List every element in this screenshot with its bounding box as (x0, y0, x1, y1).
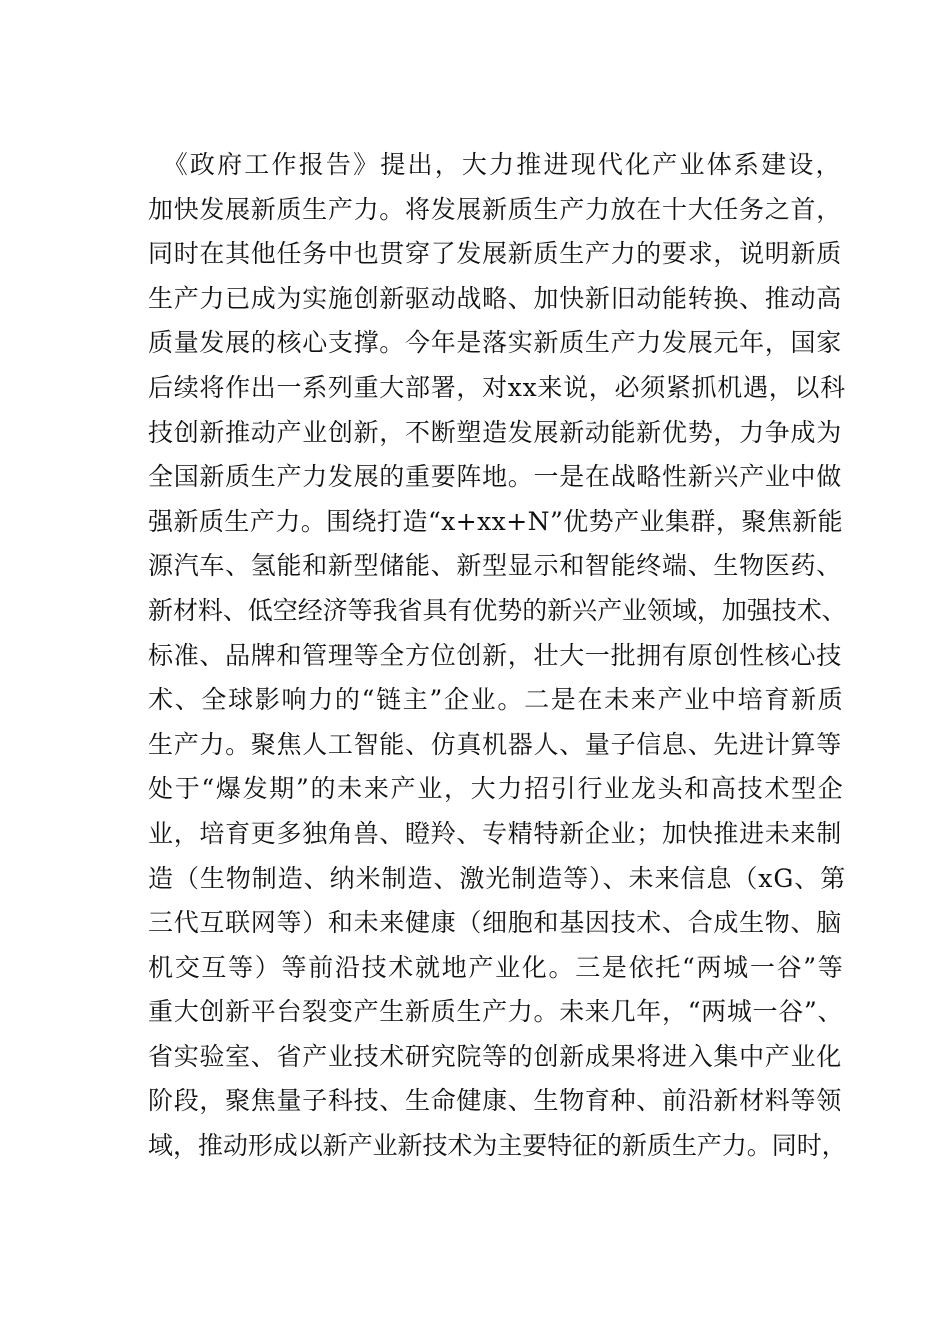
text-line: 三代互联网等）和未来健康（细胞和基因技术、合成生物、脑 (148, 908, 842, 938)
text-line: 《政府工作报告》提出，大力推进现代化产业体系建设， (148, 150, 843, 179)
text-line: 强新质生产力。围绕打造“x+xx+N”优势产业集群，聚焦新能 (148, 506, 844, 536)
text-line: 质量发展的核心支撑。今年是落实新质生产力发展元年，国家 (148, 328, 842, 358)
text-line: 机交互等）等前沿技术就地产业化。三是依托“两城一谷”等 (148, 952, 845, 982)
text-line: 技创新推动产业创新，不断塑造发展新动能新优势，力争成为 (148, 417, 842, 447)
text-line: 同时在其他任务中也贯穿了发展新质生产力的要求，说明新质 (148, 239, 842, 269)
text-line: 源汽车、氢能和新型储能、新型显示和智能终端、生物医药、 (148, 551, 842, 581)
text-line: 业，培育更多独角兽、瞪羚、专精特新企业；加快推进未来制 (148, 818, 842, 848)
text-line: 新材料、低空经济等我省具有优势的新兴产业领域，加强技术、 (148, 595, 847, 625)
text-line: 域，推动形成以新产业新技术为主要特征的新质生产力。同时， (148, 1131, 847, 1161)
text-line: 术、全球影响力的“链主”企业。二是在未来产业中培育新质 (148, 685, 845, 715)
text-line: 加快发展新质生产力。将发展新质生产力放在十大任务之首， (148, 194, 842, 224)
text-line: 处于“爆发期”的未来产业，大力招引行业龙头和高技术型企 (148, 774, 845, 804)
text-line: 生产力。聚焦人工智能、仿真机器人、量子信息、先进计算等 (148, 729, 842, 759)
text-line: 省实验室、省产业技术研究院等的创新成果将进入集中产业化 (148, 1041, 842, 1071)
text-line: 标准、品牌和管理等全方位创新，壮大一批拥有原创性核心技 (148, 640, 842, 670)
text-line: 生产力已成为实施创新驱动战略、加快新旧动能转换、推动高 (148, 283, 842, 313)
text-line: 重大创新平台裂变产生新质生产力。未来几年，“两城一谷”、 (148, 997, 844, 1027)
text-line: 后续将作出一系列重大部署，对xx来说，必须紧抓机遇，以科 (148, 372, 846, 402)
text-line: 阶段，聚焦量子科技、生命健康、生物育种、前沿新材料等领 (148, 1086, 842, 1116)
body-paragraph (148, 143, 848, 1169)
text-line: 全国新质生产力发展的重要阵地。一是在战略性新兴产业中做 (148, 462, 842, 492)
text-line: 造（生物制造、纳米制造、激光制造等）、未来信息（xG、第 (148, 863, 847, 893)
